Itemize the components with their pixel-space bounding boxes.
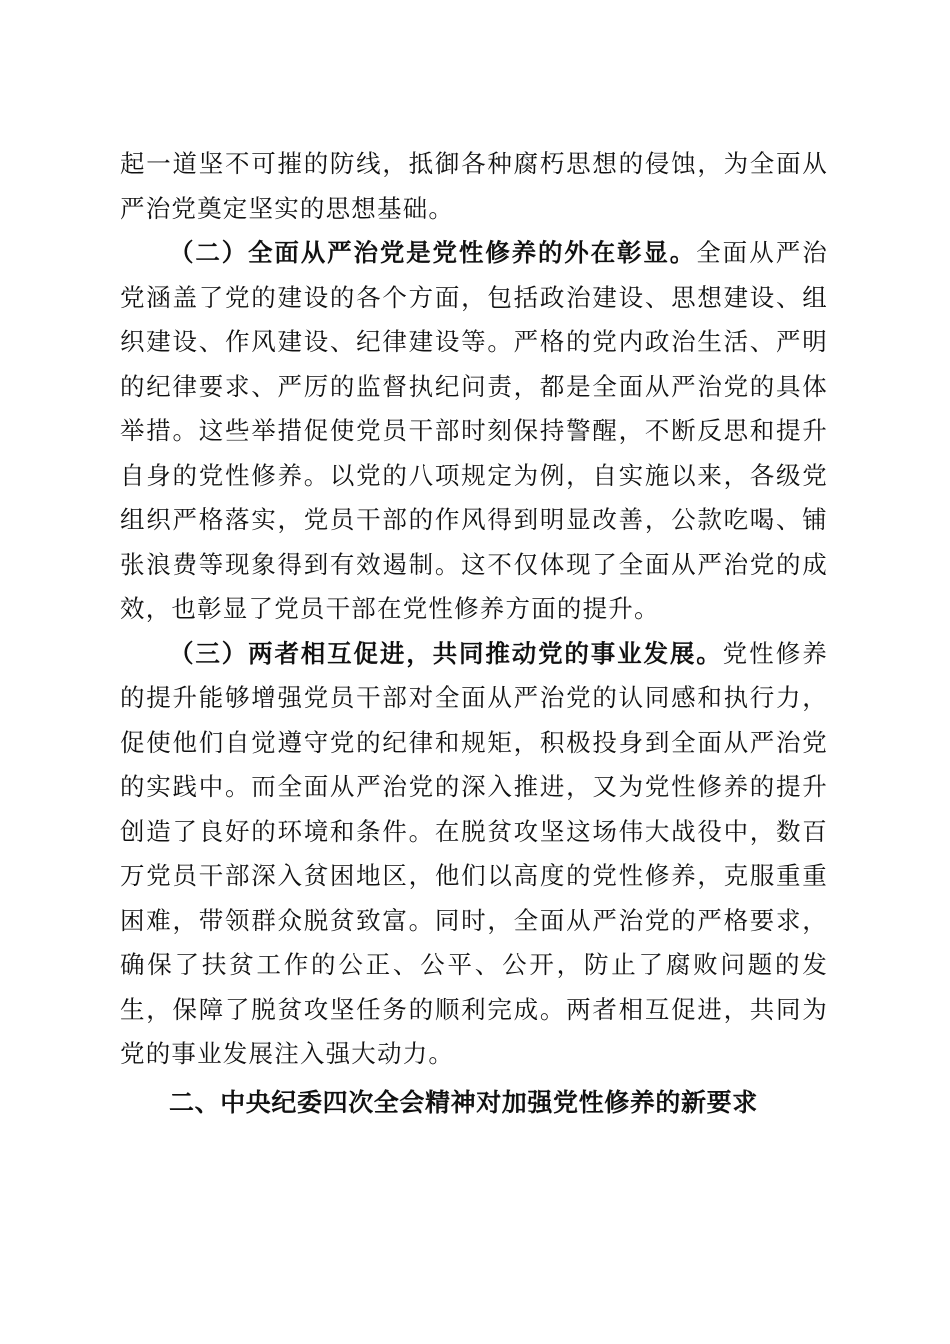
paragraph-text: 党性修养的提升能够增强党员干部对全面从严治党的认同感和执行力，促使他们自觉遵守党的纪律和规矩，积极投身到全面从严治党的实践中。而全面从严治党的深入推进，又为党性修养的提升创造了良好的环境和条件。在脱贫攻坚这场伟大战役中，数百万党员干部深入贫困地区，他们以高度的党性修养，克服重重困难，带领群众脱贫致富。同时，全面从严治党的严格要求，确保了扶贫工作的公正、公平、公开，防止了腐败问题的发生，保障了脱贫攻坚任务的顺利完成。两者相互促进，共同为党的事业发展注入强大动力。 [120, 638, 828, 1068]
paragraph-lead-heading: （三）两者相互促进，共同推动党的事业发展。 [169, 638, 723, 668]
section-heading: 二、中央纪委四次全会精神对加强党性修养的新要求 [169, 1087, 758, 1117]
document-body [120, 142, 828, 1125]
paragraph-section-3 [120, 632, 828, 1077]
paragraph-text: 全面从严治党涵盖了党的建设的各个方面，包括政治建设、思想建设、组织建设、作风建设、纪律建设等。严格的党内政治生活、严明的纪律要求、严厉的监督执纪问责，都是全面从严治党的具体举措。这些举措促使党员干部时刻保持警醒，不断反思和提升自身的党性修养。以党的八项规定为例，自实施以来，各级党组织严格落实，党员干部的作风得到明显改善，公款吃喝、铺张浪费等现象得到有效遏制。这不仅体现了全面从严治党的成效，也彰显了党员干部在党性修养方面的提升。 [120, 238, 829, 623]
paragraph-lead-heading: （二）全面从严治党是党性修养的外在彰显。 [169, 238, 697, 267]
paragraph-continuation [120, 142, 828, 231]
paragraph-section-2 [120, 231, 828, 632]
paragraph-text: 起一道坚不可摧的防线，抵御各种腐朽思想的侵蚀，为全面从严治党奠定坚实的思想基础。 [120, 149, 828, 223]
